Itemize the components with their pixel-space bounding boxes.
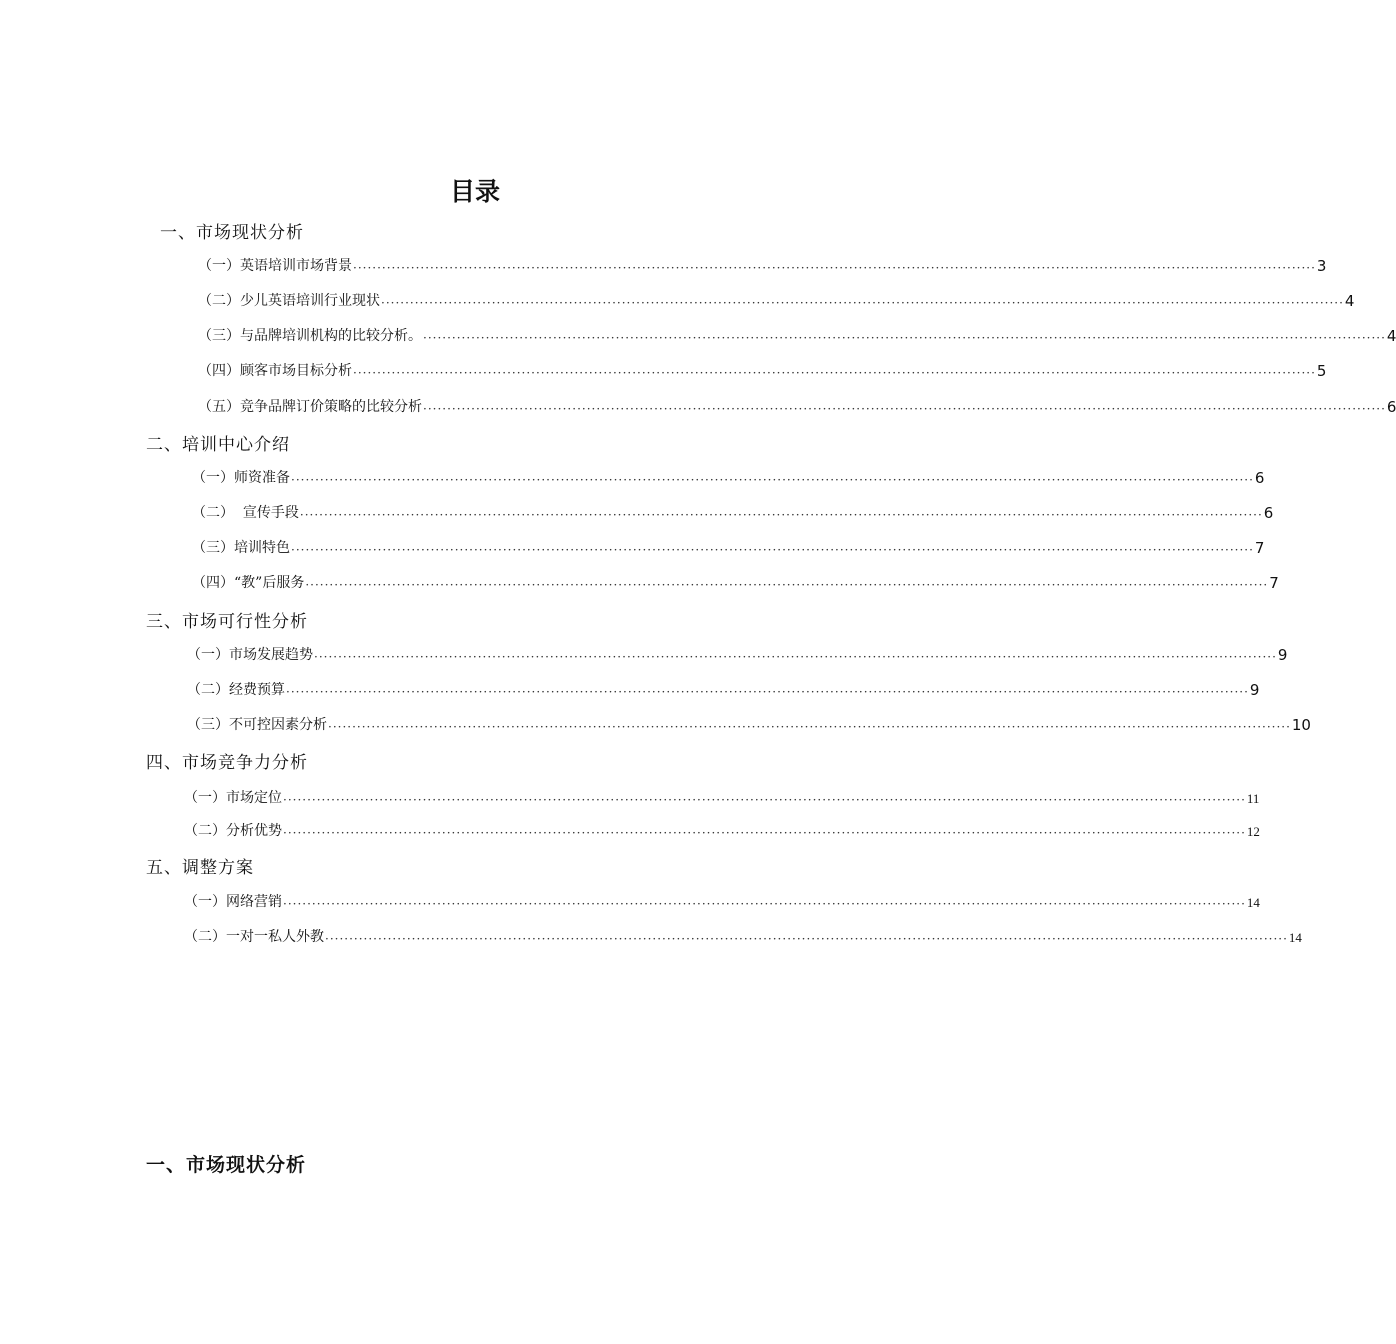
toc-entry-label: （一）市场发展趋势 [187,647,313,663]
toc-entry[interactable] [198,253,1327,275]
toc-entry[interactable] [187,642,1288,664]
toc-entry-label: （三）不可控因素分析 [187,717,327,733]
toc-entry-label: （四）“教”后服务 [192,575,305,591]
toc-entry-label: （一）网络营销 [184,894,282,910]
toc-entry-label: （一）市场定位 [184,790,282,806]
toc-entry-label: （五）竞争品牌订价策略的比较分析 [198,399,422,415]
toc-entry[interactable] [184,818,1260,840]
toc-leader-dots: ········································································································································································································ [423,402,1386,416]
toc-title: 目录 [449,177,500,206]
toc-leader-dots: ········································································································································································································ [325,932,1288,946]
toc-leader-dots: ········································································································································································································ [423,331,1386,345]
toc-entry[interactable] [198,323,1396,345]
toc-entry[interactable] [198,358,1327,380]
toc-entry-label: （三）培训特色 [192,540,290,556]
toc-entry-page: 4 [1344,292,1355,310]
toc-entry-page: 14 [1246,895,1260,910]
toc-entry-label: （四）顾客市场目标分析 [198,363,352,379]
toc-entry-label: （二）分析优势 [184,823,282,839]
toc-entry-page: 4 [1386,327,1396,345]
toc-section-5-title: 五、调整方案 [146,858,254,878]
toc-section-4-title: 四、市场竞争力分析 [146,753,308,773]
toc-entry-page: 6 [1386,398,1396,416]
toc-entry-page: 3 [1316,257,1327,275]
toc-section-1-title: 一、市场现状分析 [160,223,304,243]
toc-entry[interactable] [192,570,1279,592]
toc-entry-page: 6 [1263,504,1274,522]
toc-entry-page: 11 [1246,791,1260,806]
toc-leader-dots: ········································································································································································································ [353,366,1316,380]
toc-entry-page: 14 [1288,930,1302,945]
toc-entry[interactable] [184,889,1260,911]
toc-entry-label: （二）少儿英语培训行业现状 [198,293,380,309]
toc-entry-page: 9 [1277,646,1288,664]
toc-entry[interactable] [198,288,1355,310]
toc-leader-dots: ········································································································································································································ [305,578,1269,592]
toc-leader-dots: ········································································································································································································ [328,720,1291,734]
toc-leader-dots: ········································································································································································································ [381,296,1344,310]
toc-entry[interactable] [184,924,1302,946]
toc-entry-page: 12 [1246,824,1260,839]
toc-leader-dots: ········································································································································································································ [291,543,1254,557]
toc-leader-dots: ········································································································································································································ [283,793,1246,807]
toc-section-3-title: 三、市场可行性分析 [146,612,308,632]
toc-entry-page: 9 [1249,681,1260,699]
toc-entry-page: 7 [1254,539,1265,557]
toc-entry[interactable] [192,500,1274,522]
toc-entry[interactable] [198,394,1396,416]
toc-entry[interactable] [187,677,1260,699]
toc-leader-dots: ········································································································································································································ [283,897,1246,911]
toc-leader-dots: ········································································································································································································ [299,508,1263,522]
toc-entry[interactable] [192,535,1265,557]
toc-entry-label: （一）英语培训市场背景 [198,258,352,274]
toc-entry-page: 10 [1291,716,1311,734]
toc-entry-page: 7 [1269,574,1279,592]
toc-entry[interactable] [184,785,1260,807]
toc-entry-label: （三）与品牌培训机构的比较分析。 [198,328,422,344]
toc-entry-label: （二）经费预算 [187,682,285,698]
toc-entry-label: （一）师资准备 [192,470,290,486]
toc-entry[interactable] [192,465,1265,487]
toc-entry-label: （二）一对一私人外教 [184,929,324,945]
body-section-heading: 一、市场现状分析 [146,1154,307,1176]
toc-entry-page: 5 [1316,362,1327,380]
toc-entry-page: 6 [1254,469,1265,487]
toc-leader-dots: ········································································································································································································ [353,261,1316,275]
toc-leader-dots: ········································································································································································································ [314,650,1277,664]
toc-leader-dots: ········································································································································································································ [283,826,1246,840]
toc-section-2-title: 二、培训中心介绍 [146,435,290,455]
toc-leader-dots: ········································································································································································································ [286,685,1249,699]
toc-entry-label: （二） 宣传手段 [192,505,299,521]
toc-leader-dots: ········································································································································································································ [291,473,1254,487]
toc-entry[interactable] [187,712,1311,734]
